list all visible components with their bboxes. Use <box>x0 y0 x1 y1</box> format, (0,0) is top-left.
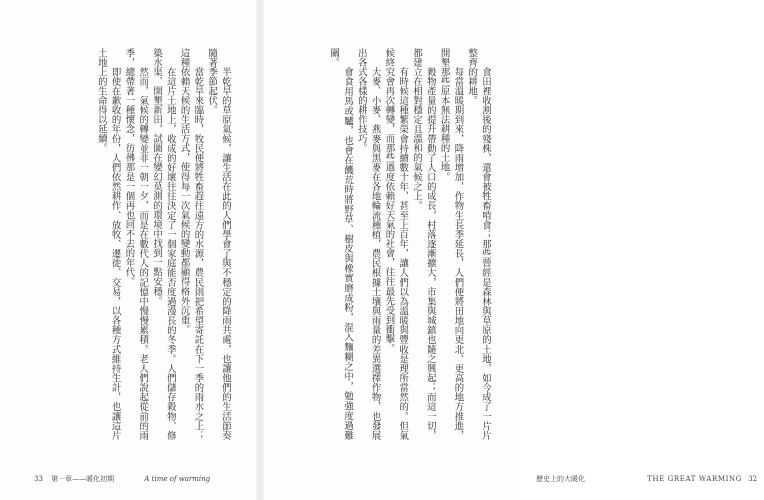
paragraph: 有時候這種繁榮會持續數十年，甚至上百年，讓人們以為溫暖與豐收是理所當然的。但氣候終究會再次轉變，而那些過度依賴好天氣的社會，往往最先受到衝擊。 <box>383 48 409 440</box>
book-title: 歷史上的大暖化 <box>536 475 585 483</box>
paragraph: 半乾旱的草原氣候，讓生活在此的人們學會了與不穩定的降雨共處，也讓他們的生活節奏隨著季節起伏。 <box>206 48 231 440</box>
page-number: 32 <box>748 475 758 483</box>
paragraph: 然而，氣候的轉變並非一朝一夕，而是在數代人的記憶中慢慢累積。老人們說起從前的雨季，總帶著一種懷念，彷彿那是一個再也回不去的年代。 <box>123 48 149 440</box>
left-page-footer <box>34 474 224 484</box>
page-number: 33 <box>34 475 43 483</box>
right-page-body <box>282 48 492 440</box>
paragraph: 會食用馬或驢，也會在饑荒時將野草、樹皮與橡實磨成粉，混入麵糊之中，勉強度過難關。 <box>328 48 354 440</box>
book-gutter <box>256 0 264 500</box>
left-page-body <box>36 48 232 440</box>
paragraph: 在這片土地上，收成的好壞往往決定了一個家庭能否度過漫長的冬季。人們儲存穀物、修築水渠、開墾新田，試圖在變幻莫測的環境中找到一點安穩。 <box>151 48 176 440</box>
left-page <box>0 0 256 500</box>
paragraph: 大麥、小麥、燕麥與黑麥在各地輪流種植，農民根據土壤與雨量的差異選擇作物，也發展出各式各樣的耕作技巧。 <box>355 48 381 440</box>
paragraph: 每當溫暖期到來，降雨增加，作物生長季延長，人們便將田地向更北、更高的地方推進，開墾那些原本無法耕種的土地。 <box>438 48 464 440</box>
right-page-footer <box>536 474 764 484</box>
running-title: A time of warming <box>144 475 211 483</box>
paragraph: 食田裡收割後的殘株，還會被牲畜啃食；那些曾經是森林與草原的土地，如今成了一片片整齊的耕地。 <box>466 48 491 440</box>
paragraph: 穀物產量的提升帶動了人口的成長，村落逐漸擴大，市集與城鎮也隨之興起；而這一切，都建立在相對穩定且溫和的氣候之上。 <box>411 48 436 440</box>
running-title: THE GREAT WARMING <box>647 475 742 483</box>
paragraph: 即使在歉收的年份，人們依然耕作、放牧、遷徙、交易，以各種方式維持生計，也讓這片土地上的生命得以延續。 <box>95 48 121 440</box>
chapter-title: 第一章——暖化初期 <box>51 475 115 483</box>
right-page <box>264 0 758 500</box>
paragraph: 當乾旱來臨時，牧民便將牲畜趕往遠方的水源，農民則把希望寄託在下一季的雨水之上；這種依賴天候的生活方式，使得每一次氣候的變動都顯得格外沉重。 <box>178 48 204 440</box>
